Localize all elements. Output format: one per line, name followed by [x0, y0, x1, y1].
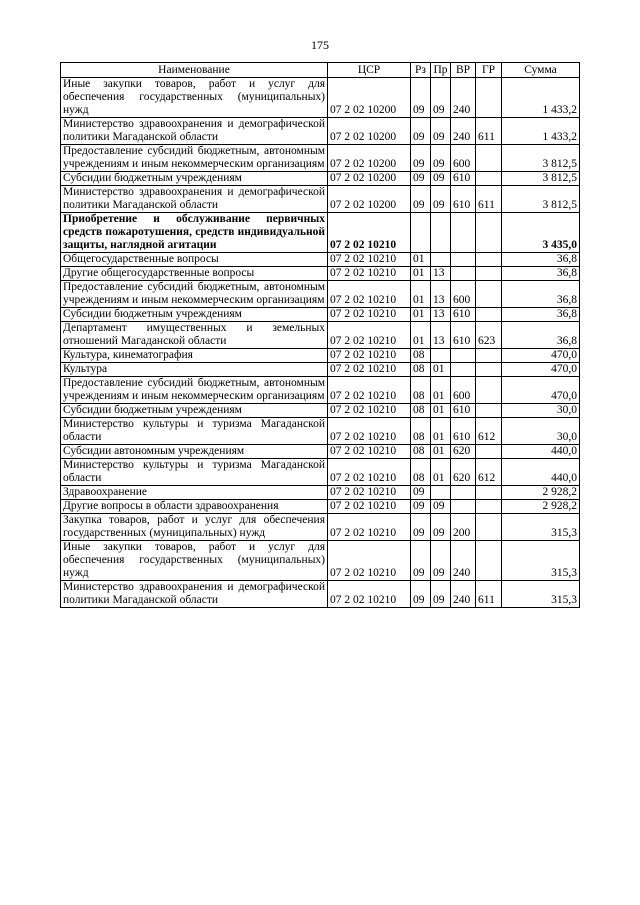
cell-sum: 30,0	[502, 418, 580, 445]
cell-gr: 611	[476, 581, 502, 608]
table-row	[61, 267, 580, 281]
cell-vr	[451, 486, 476, 500]
cell-vr: 600	[451, 377, 476, 404]
cell-csr: 07 2 02 10210	[328, 281, 411, 308]
cell-sum: 470,0	[502, 349, 580, 363]
cell-csr: 07 2 02 10210	[328, 308, 411, 322]
table-row	[61, 500, 580, 514]
cell-sum: 3 812,5	[502, 186, 580, 213]
cell-csr: 07 2 02 10200	[328, 172, 411, 186]
cell-name: Департамент имущественных и земельных отношений Магаданской области	[61, 322, 328, 349]
cell-name: Министерство культуры и туризма Магаданской области	[61, 459, 328, 486]
cell-pr: 13	[431, 281, 451, 308]
cell-rz: 09	[411, 581, 431, 608]
cell-sum: 2 928,2	[502, 486, 580, 500]
cell-vr	[451, 213, 476, 253]
cell-gr	[476, 213, 502, 253]
cell-sum: 3 812,5	[502, 172, 580, 186]
cell-rz: 08	[411, 377, 431, 404]
table-row	[61, 459, 580, 486]
cell-gr	[476, 267, 502, 281]
cell-sum: 440,0	[502, 445, 580, 459]
cell-rz: 09	[411, 78, 431, 118]
cell-pr: 01	[431, 404, 451, 418]
cell-pr: 01	[431, 459, 451, 486]
table-row	[61, 213, 580, 253]
cell-name: Здравоохранение	[61, 486, 328, 500]
cell-rz: 09	[411, 145, 431, 172]
header-row	[61, 63, 580, 78]
page-number: 175	[311, 38, 329, 52]
cell-rz: 08	[411, 404, 431, 418]
cell-sum: 470,0	[502, 363, 580, 377]
cell-sum: 36,8	[502, 281, 580, 308]
cell-name: Иные закупки товаров, работ и услуг для обеспечения государственных (муниципальных) нужд	[61, 541, 328, 581]
cell-vr: 200	[451, 514, 476, 541]
cell-rz: 09	[411, 186, 431, 213]
cell-csr: 07 2 02 10210	[328, 404, 411, 418]
cell-name: Субсидии бюджетным учреждениям	[61, 172, 328, 186]
cell-vr: 610	[451, 322, 476, 349]
cell-rz: 01	[411, 322, 431, 349]
cell-sum: 36,8	[502, 267, 580, 281]
table-row	[61, 78, 580, 118]
cell-pr: 09	[431, 78, 451, 118]
cell-gr	[476, 404, 502, 418]
header-rz: Рз	[411, 63, 431, 78]
budget-table	[60, 62, 580, 608]
cell-csr: 07 2 02 10210	[328, 500, 411, 514]
cell-name: Общегосударственные вопросы	[61, 253, 328, 267]
table-row	[61, 404, 580, 418]
cell-gr: 611	[476, 186, 502, 213]
cell-csr: 07 2 02 10200	[328, 145, 411, 172]
cell-rz: 08	[411, 349, 431, 363]
table-row	[61, 253, 580, 267]
cell-pr: 09	[431, 186, 451, 213]
cell-gr	[476, 377, 502, 404]
header-vr: ВР	[451, 63, 476, 78]
cell-csr: 07 2 02 10200	[328, 78, 411, 118]
cell-vr	[451, 500, 476, 514]
cell-sum: 2 928,2	[502, 500, 580, 514]
cell-vr: 610	[451, 172, 476, 186]
cell-name: Министерство здравоохранения и демографической политики Магаданской области	[61, 581, 328, 608]
cell-csr: 07 2 02 10210	[328, 514, 411, 541]
cell-pr: 09	[431, 172, 451, 186]
cell-csr: 07 2 02 10210	[328, 322, 411, 349]
cell-pr: 09	[431, 500, 451, 514]
cell-name: Субсидии бюджетным учреждениям	[61, 404, 328, 418]
cell-pr: 01	[431, 363, 451, 377]
header-sum: Сумма	[502, 63, 580, 78]
cell-rz: 09	[411, 118, 431, 145]
cell-csr: 07 2 02 10200	[328, 186, 411, 213]
cell-csr: 07 2 02 10210	[328, 253, 411, 267]
cell-gr	[476, 78, 502, 118]
cell-pr: 13	[431, 308, 451, 322]
cell-gr	[476, 281, 502, 308]
table-row	[61, 418, 580, 445]
table-row	[61, 541, 580, 581]
cell-gr	[476, 486, 502, 500]
cell-gr: 612	[476, 459, 502, 486]
cell-rz: 08	[411, 445, 431, 459]
cell-name: Предоставление субсидий бюджетным, автономным учреждениям и иным некоммерческим организациям	[61, 145, 328, 172]
cell-rz: 09	[411, 500, 431, 514]
cell-rz: 08	[411, 418, 431, 445]
cell-sum: 315,3	[502, 514, 580, 541]
header-gr: ГР	[476, 63, 502, 78]
cell-pr: 09	[431, 581, 451, 608]
table-row	[61, 186, 580, 213]
header-name: Наименование	[61, 63, 328, 78]
cell-name: Субсидии автономным учреждениям	[61, 445, 328, 459]
cell-gr	[476, 145, 502, 172]
cell-csr: 07 2 02 10210	[328, 267, 411, 281]
cell-vr: 620	[451, 459, 476, 486]
cell-pr: 13	[431, 322, 451, 349]
cell-name: Другие общегосударственные вопросы	[61, 267, 328, 281]
cell-csr: 07 2 02 10210	[328, 349, 411, 363]
cell-rz: 09	[411, 486, 431, 500]
cell-csr: 07 2 02 10210	[328, 581, 411, 608]
cell-sum: 36,8	[502, 253, 580, 267]
cell-gr: 612	[476, 418, 502, 445]
cell-csr: 07 2 02 10210	[328, 418, 411, 445]
cell-vr: 610	[451, 308, 476, 322]
table-row	[61, 349, 580, 363]
cell-rz: 01	[411, 308, 431, 322]
table-row	[61, 363, 580, 377]
cell-vr: 240	[451, 118, 476, 145]
cell-name: Министерство здравоохранения и демографической политики Магаданской области	[61, 118, 328, 145]
cell-vr: 240	[451, 541, 476, 581]
header-pr: Пр	[431, 63, 451, 78]
cell-name: Закупка товаров, работ и услуг для обеспечения государственных (муниципальных) нужд	[61, 514, 328, 541]
cell-sum: 36,8	[502, 322, 580, 349]
table-row	[61, 445, 580, 459]
cell-csr: 07 2 02 10210	[328, 541, 411, 581]
cell-pr: 13	[431, 267, 451, 281]
table-row	[61, 172, 580, 186]
cell-rz: 09	[411, 172, 431, 186]
cell-sum: 470,0	[502, 377, 580, 404]
cell-csr: 07 2 02 10200	[328, 118, 411, 145]
cell-sum: 315,3	[502, 581, 580, 608]
cell-sum: 3 812,5	[502, 145, 580, 172]
cell-pr: 09	[431, 145, 451, 172]
cell-pr: 01	[431, 377, 451, 404]
cell-vr	[451, 349, 476, 363]
cell-pr	[431, 349, 451, 363]
table-body	[61, 78, 580, 608]
cell-name: Предоставление субсидий бюджетным, автономным учреждениям и иным некоммерческим организациям	[61, 281, 328, 308]
table-header	[61, 63, 580, 78]
cell-name: Иные закупки товаров, работ и услуг для обеспечения государственных (муниципальных) нужд	[61, 78, 328, 118]
cell-pr: 09	[431, 514, 451, 541]
table-row	[61, 308, 580, 322]
cell-sum: 3 435,0	[502, 213, 580, 253]
cell-rz: 09	[411, 541, 431, 581]
table-row	[61, 581, 580, 608]
cell-sum: 1 433,2	[502, 78, 580, 118]
cell-csr: 07 2 02 10210	[328, 213, 411, 253]
cell-vr: 610	[451, 404, 476, 418]
cell-gr	[476, 363, 502, 377]
cell-sum: 36,8	[502, 308, 580, 322]
cell-sum: 1 433,2	[502, 118, 580, 145]
cell-csr: 07 2 02 10210	[328, 377, 411, 404]
cell-rz	[411, 213, 431, 253]
cell-rz: 01	[411, 267, 431, 281]
table-row	[61, 377, 580, 404]
cell-gr	[476, 308, 502, 322]
cell-rz: 01	[411, 281, 431, 308]
table-row	[61, 486, 580, 500]
cell-name: Предоставление субсидий бюджетным, автономным учреждениям и иным некоммерческим организациям	[61, 377, 328, 404]
table-row	[61, 118, 580, 145]
cell-name: Культура	[61, 363, 328, 377]
cell-gr	[476, 500, 502, 514]
table-row	[61, 281, 580, 308]
header-csr: ЦСР	[328, 63, 411, 78]
cell-gr	[476, 349, 502, 363]
cell-csr: 07 2 02 10210	[328, 486, 411, 500]
cell-vr: 610	[451, 186, 476, 213]
cell-csr: 07 2 02 10210	[328, 445, 411, 459]
table-row	[61, 514, 580, 541]
cell-vr	[451, 267, 476, 281]
cell-rz: 08	[411, 363, 431, 377]
cell-vr: 620	[451, 445, 476, 459]
cell-vr: 240	[451, 581, 476, 608]
cell-name: Другие вопросы в области здравоохранения	[61, 500, 328, 514]
cell-csr: 07 2 02 10210	[328, 363, 411, 377]
cell-pr	[431, 253, 451, 267]
cell-rz: 09	[411, 514, 431, 541]
cell-rz: 08	[411, 459, 431, 486]
cell-pr	[431, 213, 451, 253]
cell-name: Министерство здравоохранения и демографической политики Магаданской области	[61, 186, 328, 213]
cell-gr	[476, 445, 502, 459]
cell-pr: 01	[431, 445, 451, 459]
cell-pr	[431, 486, 451, 500]
cell-gr: 611	[476, 118, 502, 145]
cell-rz: 01	[411, 253, 431, 267]
cell-name: Министерство культуры и туризма Магаданской области	[61, 418, 328, 445]
cell-gr	[476, 253, 502, 267]
cell-vr	[451, 363, 476, 377]
cell-vr: 600	[451, 281, 476, 308]
cell-vr: 240	[451, 78, 476, 118]
cell-vr	[451, 253, 476, 267]
cell-pr: 09	[431, 118, 451, 145]
table-row	[61, 145, 580, 172]
cell-sum: 440,0	[502, 459, 580, 486]
cell-sum: 315,3	[502, 541, 580, 581]
cell-vr: 610	[451, 418, 476, 445]
cell-pr: 09	[431, 541, 451, 581]
cell-name: Субсидии бюджетным учреждениям	[61, 308, 328, 322]
cell-gr: 623	[476, 322, 502, 349]
cell-gr	[476, 541, 502, 581]
cell-sum: 30,0	[502, 404, 580, 418]
cell-vr: 600	[451, 145, 476, 172]
cell-gr	[476, 514, 502, 541]
cell-gr	[476, 172, 502, 186]
cell-name: Приобретение и обслуживание первичных средств пожаротушения, средств индивидуальной защиты, наглядной агитации	[61, 213, 328, 253]
cell-csr: 07 2 02 10210	[328, 459, 411, 486]
cell-pr: 01	[431, 418, 451, 445]
cell-name: Культура, кинематография	[61, 349, 328, 363]
table-row	[61, 322, 580, 349]
